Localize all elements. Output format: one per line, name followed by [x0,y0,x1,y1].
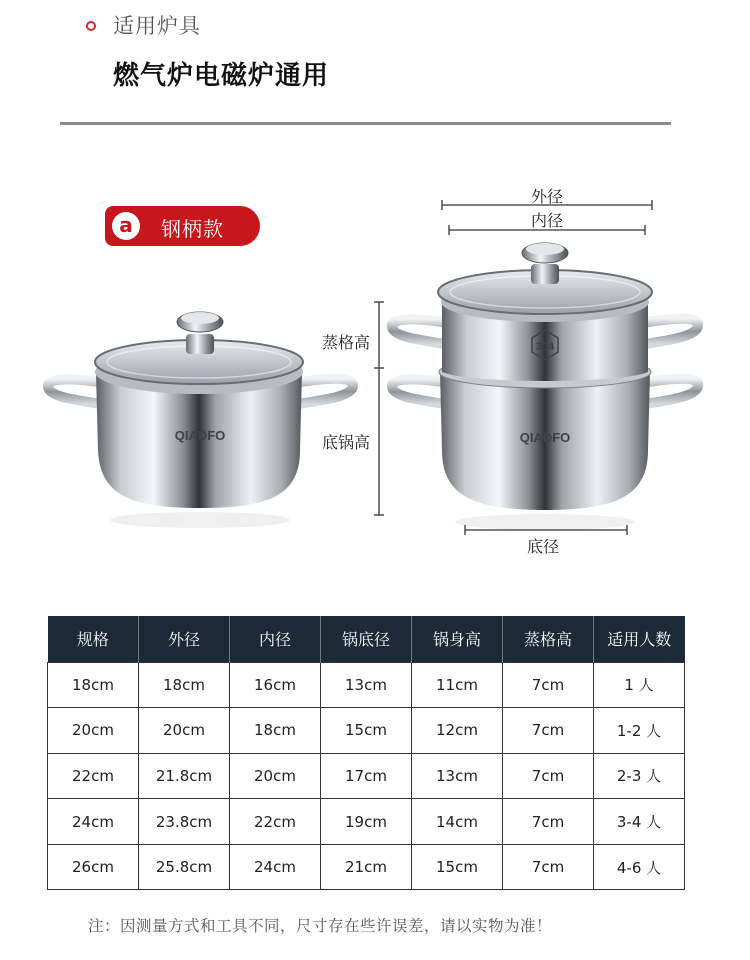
column-header: 适用人数 [594,616,685,662]
single-pot [48,312,353,528]
table-cell: 17cm [321,753,412,799]
table-row [48,708,685,754]
column-header: 内径 [230,616,321,662]
pot-height-label: 底锅高 [322,433,371,452]
table-cell: 21.8cm [139,753,230,799]
table-cell: 22cm [48,753,139,799]
table-cell: 2-3 人 [594,753,685,799]
table-cell: 15cm [412,844,503,890]
table-cell: 19cm [321,799,412,845]
table-cell: 7cm [503,708,594,754]
pot-brand-mark: QIADFO [174,428,226,443]
product-illustration [0,150,750,590]
bullet-circle-icon [86,21,96,31]
variant-letter: a [112,212,140,240]
measurement-footnote: 注：因测量方式和工具不同，尺寸存在些许误差，请以实物为准！ [88,917,553,935]
table-cell: 21cm [321,844,412,890]
table-cell: 18cm [230,708,321,754]
table-cell: 15cm [321,708,412,754]
column-header: 锅身高 [412,616,503,662]
steamer-brand-mark: QIADFO [519,430,571,445]
table-cell: 18cm [139,662,230,708]
steel-grade-mark: 304 [535,341,555,353]
table-cell: 22cm [230,799,321,845]
column-header: 蒸格高 [503,616,594,662]
section-label: 适用炉具 [113,14,201,38]
table-cell: 20cm [139,708,230,754]
table-cell: 1 人 [594,662,685,708]
table-cell: 13cm [321,662,412,708]
table-row [48,662,685,708]
table-cell: 24cm [230,844,321,890]
table-row [48,844,685,890]
table-cell: 12cm [412,708,503,754]
table-header-row [48,616,685,662]
table-cell: 7cm [503,753,594,799]
table-cell: 20cm [48,708,139,754]
steamer-height-label: 蒸格高 [322,333,371,352]
table-cell: 3-4 人 [594,799,685,845]
table-cell: 23.8cm [139,799,230,845]
spec-table [47,616,685,890]
table-cell: 13cm [412,753,503,799]
table-cell: 16cm [230,662,321,708]
variant-label: 钢柄款 [161,217,224,241]
column-header: 外径 [139,616,230,662]
table-cell: 26cm [48,844,139,890]
table-cell: 14cm [412,799,503,845]
table-cell: 24cm [48,799,139,845]
table-cell: 18cm [48,662,139,708]
column-header: 规格 [48,616,139,662]
table-cell: 7cm [503,662,594,708]
table-cell: 7cm [503,844,594,890]
table-row [48,799,685,845]
table-cell: 1-2 人 [594,708,685,754]
outer-diameter-label: 外径 [531,187,564,206]
table-cell: 25.8cm [139,844,230,890]
header-divider [60,122,671,125]
inner-diameter-label: 内径 [531,211,564,230]
table-cell: 4-6 人 [594,844,685,890]
section-title: 燃气炉电磁炉通用 [113,61,330,91]
table-row [48,753,685,799]
table-cell: 11cm [412,662,503,708]
table-cell: 20cm [230,753,321,799]
table-cell: 7cm [503,799,594,845]
section-header [0,0,750,130]
base-diameter-label: 底径 [527,537,560,556]
steamer-pot [392,243,698,530]
column-header: 锅底径 [321,616,412,662]
